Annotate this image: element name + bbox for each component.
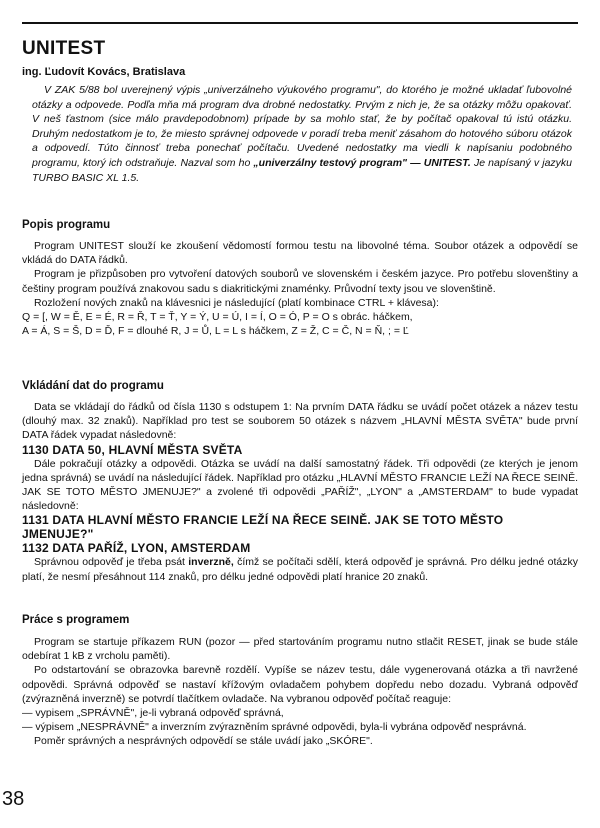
- popis-paragraph-1: Program UNITEST slouží ke zkoušení vědomostí formou testu na libovolné téma. Soubor otázek a odpovědí se vkládá do DATA řádků.: [22, 240, 578, 267]
- vkladani-p3-start: Správnou odpověď je třeba psát: [34, 556, 185, 569]
- intro-bold-text: „univerzálny testový program" — UNITEST.: [253, 156, 471, 169]
- prace-paragraph-2: Po odstartování se obrazovka barevně rozdělí. Vypíše se název testu, dále vygenerovaná otázka a tři navržené odpovědi. Správná odpověď se nastaví křížovým ovladačem pohybem dopředu nebo dozadu. Vybraná odpověď (zvýrazněná inverzně) se potvrdí tlačítkem ovladače. Na vybranou odpověď počítač reaguje:: [22, 664, 578, 705]
- vkladani-paragraph-1: Data se vkládají do řádků od čísla 1130 s odstupem 1: Na prvním DATA řádku se uvádí počet otázek a název testu (dlouhý max. 32 znaků). Například pro test se souborem 50 otázek s názvem „HLAVNÍ MĚSTA SVĚTA" bude první DATA řádek vypadat následovně:: [22, 401, 578, 442]
- prace-list-item-1: — vypisem „SPRÁVNĚ", je-li vybraná odpověď správná,: [22, 707, 284, 720]
- intro-text: V ZAK 5/88 bol uverejnený výpis „univerzálneho výukového programu", do ktorého je možné ukladať ľubovolné otázky a odpovede. Podľa mňa má program dva drobné nedostatky. Prvým z nich je, že sa otázky môžu opakovať. V neš ťastnom (sice málo pravdepodobnom) prípade by sa mohlo stať, že by počítač opakoval tú istú otázku. Druhým nedostatkom je to, že miesto správnej odpovede v poradí treba meniť zásahom do hotového súboru otázok a odpovedí. Túto činnosť treba ponechať počítaču. Uvedené nedostatky ma viedli k napísaniu podobného programu, ktorý ich odstraňuje. Nazval som ho: [32, 84, 572, 169]
- code-line-1130: 1130 DATA 50, HLAVNÍ MĚSTA SVĚTA: [22, 442, 243, 457]
- section-heading-popis: Popis programu: [22, 219, 111, 231]
- page-number: 38: [2, 788, 25, 810]
- prace-list-item-2: — výpisem „NESPRÁVNĚ" a inverzním zvýrazněním správné odpovědi, byla-li vybrána odpověď nesprávná.: [22, 721, 527, 734]
- section-prace: [22, 614, 578, 749]
- article-title: UNITEST: [22, 38, 106, 59]
- code-line-1131-cont: JMENUJE?": [22, 527, 94, 542]
- popis-keys-line-2: A = Á, S = Š, D = Ď, F = dlouhé R, J = Ů, L = L s háčkem, Z = Ž, C = Č, N = Ň, ; = Ľ: [22, 325, 409, 338]
- intro-end-text: Je napísaný v jazyku TURBO BASIC XL 1.5.: [32, 156, 573, 184]
- vkladani-paragraph-2: Dále pokračují otázky a odpovědi. Otázka se uvádí na další samostatný řádek. Tři odpovědi (ze kterých je jenom jedna správná) se uvádí na následující řádek. Například pro otázku „HLAVNÍ MĚSTO FRANCIE LEŽÍ NA ŘECE SEINĚ. JAK SE TOTO MĚSTO JMENUJE?" a zvolené tři odpovědi „PAŘÍŽ", „LYON" a „AMSTERDAM" to bude vypadat následovně:: [22, 457, 578, 513]
- vkladani-paragraph-3: [22, 555, 578, 583]
- section-heading-vkladani: Vkládání dat do programu: [22, 380, 164, 392]
- article-author: ing. Ľudovít Kovács, Bratislava: [22, 66, 186, 78]
- section-vkladani: [22, 380, 578, 584]
- code-line-1132: 1132 DATA PAŘÍŽ, LYON, AMSTERDAM: [22, 541, 251, 556]
- intro-paragraph: [32, 83, 572, 185]
- popis-keys-line-1: Q = [, W = Ě, E = É, R = Ř, T = Ť, Y = Ý, U = Ú, I = Í, O = Ó, P = O s obrác. háčkem,: [22, 311, 413, 324]
- vkladani-p3-end: čímž se počítači sdělí, která odpověď je správná. Pro délku jedné otázky platí, že nesmí přesáhnout 114 znaků, pro délku jedné odpovědi platí hranice 20 znaků.: [22, 556, 578, 583]
- top-rule: [22, 22, 578, 24]
- popis-paragraph-3: Rozložení nových znaků na klávesnici je následující (platí kombinace CTRL + klávesa):: [34, 296, 439, 309]
- prace-paragraph-3: Poměr správných a nesprávných odpovědí se stále uvádí jako „SKÓRE".: [34, 735, 373, 748]
- section-heading-prace: Práce s programem: [22, 614, 130, 626]
- vkladani-p3-bold: inverzně,: [188, 556, 234, 569]
- popis-paragraph-2: Program je přizpůsoben pro vytvoření datových souborů ve slovenském i českém jazyce. Pro potřebu slovenštiny a češtiny program používá znakovou sadu s diakritickými znaménky. Průvodní texty jsou ve slovenštině.: [22, 268, 578, 295]
- code-line-1131: 1131 DATA HLAVNÍ MĚSTO FRANCIE LEŽÍ NA ŘECE SEINĚ. JAK SE TOTO MĚSTO: [22, 513, 504, 528]
- section-popis: [22, 219, 578, 338]
- prace-paragraph-1: Program se startuje příkazem RUN (pozor — před startováním programu nutno stlačit RESET, jinak se bude stále odebírat 1 kB z vrcholu paměti).: [22, 636, 578, 663]
